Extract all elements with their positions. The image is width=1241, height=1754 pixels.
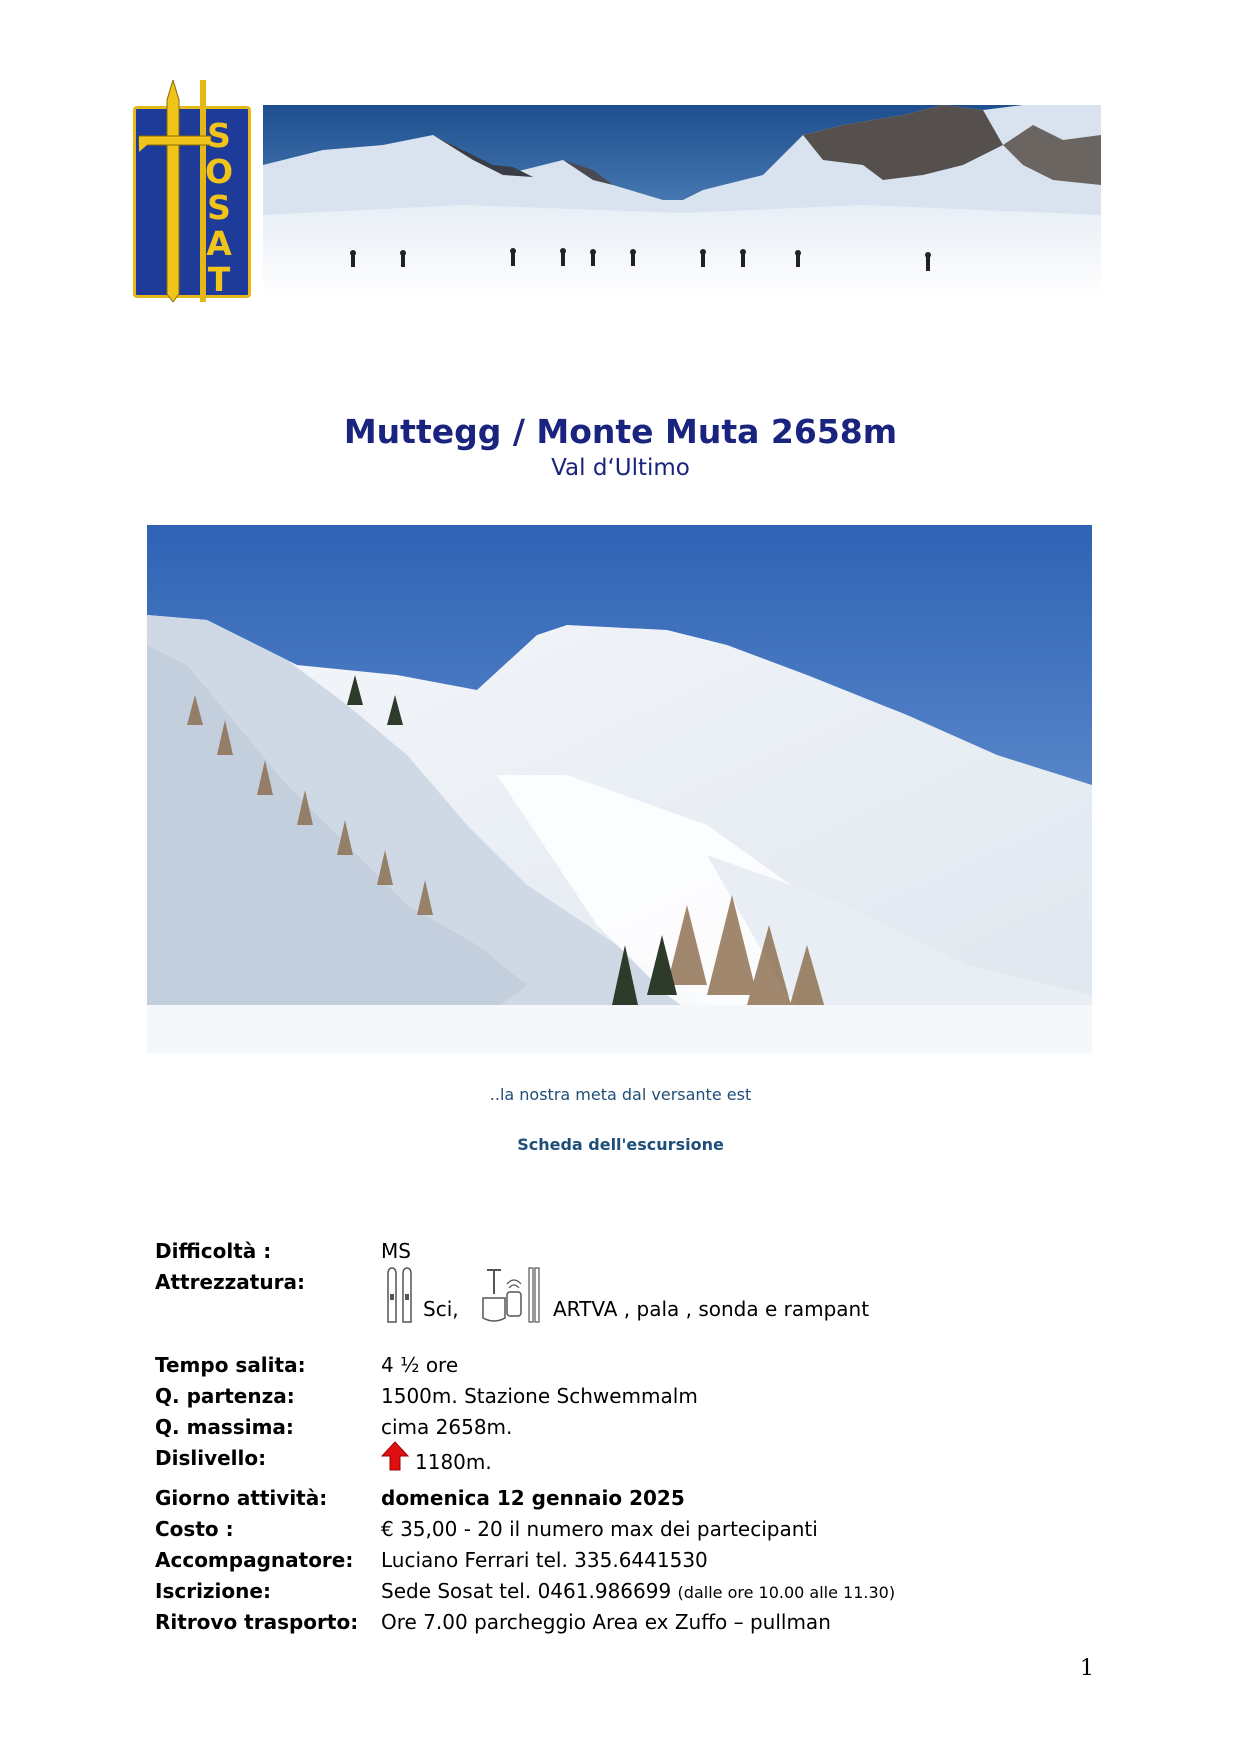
detail-value: 4 ½ ore bbox=[381, 1353, 459, 1377]
detail-row-attrezzatura bbox=[155, 1269, 1155, 1352]
page-number: 1 bbox=[1080, 1656, 1094, 1681]
detail-label: Tempo salita: bbox=[155, 1353, 306, 1377]
detail-label: Giorno attività: bbox=[155, 1486, 328, 1510]
detail-label: Dislivello: bbox=[155, 1446, 267, 1470]
detail-label: Costo : bbox=[155, 1517, 234, 1541]
detail-label: Ritrovo trasporto: bbox=[155, 1610, 359, 1634]
logo-letter: O bbox=[204, 152, 234, 191]
section-heading: Scheda dell'escursione bbox=[517, 1135, 724, 1154]
detail-row-giorno bbox=[155, 1485, 1155, 1516]
logo-letter: S bbox=[207, 188, 231, 227]
detail-value bbox=[381, 1578, 895, 1606]
page-subtitle: Val d‘Ultimo bbox=[551, 455, 690, 481]
logo-letter: A bbox=[206, 224, 232, 263]
up-arrow-icon bbox=[381, 1441, 409, 1471]
detail-value: € 35,00 - 20 il numero max dei partecipanti bbox=[381, 1517, 818, 1541]
detail-label: Attrezzatura: bbox=[155, 1270, 305, 1294]
detail-row-q-massima bbox=[155, 1414, 1155, 1445]
detail-label: Difficoltà : bbox=[155, 1239, 272, 1263]
skis-icon bbox=[384, 1266, 416, 1324]
detail-row-accompagnatore bbox=[155, 1547, 1155, 1578]
detail-label: Iscrizione: bbox=[155, 1579, 271, 1603]
elevation-gain-text: 1180m. bbox=[415, 1450, 492, 1474]
snowy-mountain-image bbox=[147, 525, 1092, 1053]
detail-value: MS bbox=[381, 1239, 411, 1263]
detail-value: Luciano Ferrari tel. 335.6441530 bbox=[381, 1548, 708, 1572]
logo-letters bbox=[199, 118, 239, 298]
detail-row-tempo-salita bbox=[155, 1352, 1155, 1383]
detail-value: Ore 7.00 parcheggio Area ex Zuffo – pullman bbox=[381, 1610, 831, 1634]
detail-value: 1500m. Stazione Schwemmalm bbox=[381, 1384, 698, 1408]
excursion-details bbox=[155, 1238, 1155, 1640]
detail-label: Q. massima: bbox=[155, 1415, 294, 1439]
logo-letter: T bbox=[207, 260, 231, 299]
equipment-skis-label: Sci, bbox=[423, 1297, 459, 1321]
logo-letter: S bbox=[207, 116, 231, 155]
detail-row-ritrovo bbox=[155, 1609, 1155, 1640]
detail-row-q-partenza bbox=[155, 1383, 1155, 1414]
detail-row-iscrizione bbox=[155, 1578, 1155, 1609]
detail-value: domenica 12 gennaio 2025 bbox=[381, 1486, 685, 1510]
page-title: Muttegg / Monte Muta 2658m bbox=[343, 412, 898, 451]
detail-row-dislivello bbox=[155, 1445, 1155, 1485]
avalanche-gear-icon bbox=[481, 1266, 543, 1324]
detail-label: Q. partenza: bbox=[155, 1384, 295, 1408]
header-banner-photo bbox=[263, 105, 1101, 300]
ski-touring-group-image bbox=[263, 105, 1101, 300]
detail-row-costo bbox=[155, 1516, 1155, 1547]
registration-hours: (dalle ore 10.00 alle 11.30) bbox=[677, 1583, 896, 1602]
mountain-photo bbox=[147, 525, 1092, 1053]
detail-label: Accompagnatore: bbox=[155, 1548, 354, 1572]
registration-text: Sede Sosat tel. 0461.986699 bbox=[381, 1579, 678, 1603]
detail-row-difficolta bbox=[155, 1238, 1155, 1269]
sosat-logo bbox=[133, 80, 255, 302]
equipment-rest-label: ARTVA , pala , sonda e rampant bbox=[553, 1297, 870, 1321]
photo-caption: ..la nostra meta dal versante est bbox=[489, 1085, 752, 1104]
detail-value: cima 2658m. bbox=[381, 1415, 513, 1439]
